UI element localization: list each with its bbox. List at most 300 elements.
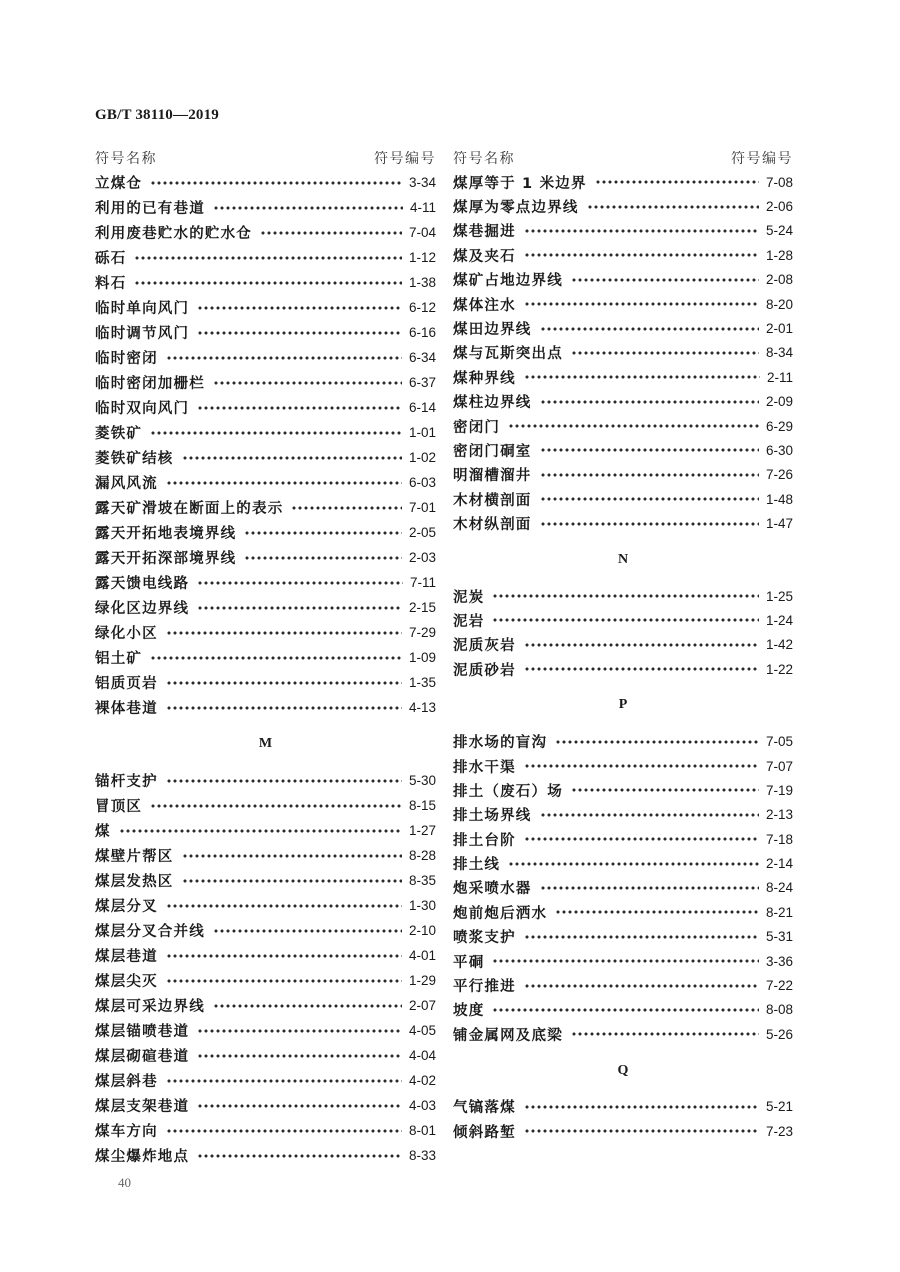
entry-code: 8-08 [765,1002,793,1018]
dot-leader [524,302,759,306]
dot-leader [571,278,759,282]
entry-name: 煤层巷道 [95,949,158,965]
dot-leader [540,473,759,477]
index-entry [453,219,793,243]
entry-code: 6-30 [765,442,793,458]
entry-name: 炮前炮后洒水 [453,905,548,922]
dot-leader [150,431,402,435]
entry-name: 泥炭 [453,589,485,606]
entry-name: 倾斜路堑 [453,1124,516,1141]
entry-name: 露天开拓地表境界线 [95,526,237,542]
entry-code: 1-02 [408,450,436,465]
entry-name: 煤层锚喷巷道 [95,1024,190,1040]
index-entry [453,194,793,218]
dot-leader [166,979,402,983]
index-entry [453,463,793,487]
entry-name: 排土线 [453,857,501,874]
index-entry [95,1143,436,1168]
index-entry [95,195,436,220]
index-entry [95,220,436,245]
index-entry [95,1043,436,1068]
dot-leader [213,381,402,385]
dot-leader [492,959,759,963]
dot-leader [524,229,759,233]
dot-leader [150,804,402,808]
dot-leader [197,306,402,310]
dot-leader [260,231,402,235]
dot-leader [197,1029,402,1033]
dot-leader [166,481,402,485]
entry-code: 4-05 [408,1023,436,1038]
dot-leader [571,351,759,355]
entry-code: 6-12 [408,300,436,315]
dot-leader [524,1129,759,1133]
index-entry [453,414,793,438]
dot-leader [213,206,403,210]
index-entry [453,998,793,1022]
entry-code: 1-27 [408,823,436,838]
entry-code: 6-34 [408,350,436,365]
index-entry [95,420,436,445]
index-entry [453,973,793,997]
index-entry [453,657,793,681]
entry-name: 砾石 [95,251,127,267]
column-header [453,146,793,170]
index-entry [453,803,793,827]
entry-name: 坡度 [453,1003,485,1020]
entry-code: 3-34 [408,175,436,190]
entry-code: 1-35 [408,675,436,690]
index-entry [453,1095,793,1119]
index-entry [453,876,793,900]
entry-name: 利用的已有巷道 [95,201,205,217]
entry-code: 2-11 [766,369,793,385]
entry-name: 泥岩 [453,613,485,630]
dot-leader [540,522,759,526]
entry-name: 临时密闭 [95,351,158,367]
index-entry [453,729,793,753]
standard-number: GB/T 38110—2019 [95,107,219,123]
index-entry [95,245,436,270]
entry-name: 煤层砌碹巷道 [95,1049,190,1065]
dot-leader [524,837,759,841]
section-letter-heading: Q [617,1062,629,1078]
dot-leader [166,631,402,635]
dot-leader [540,327,759,331]
entry-code: 2-06 [765,199,793,215]
column-header-name: 符号名称 [95,151,157,167]
entry-code: 2-05 [408,525,436,540]
index-entry [95,520,436,545]
entry-name: 煤厚为零点边界线 [453,200,579,217]
index-entry [95,768,436,793]
entry-code: 7-18 [765,831,793,847]
entry-name: 喷浆支护 [453,930,516,947]
entry-name: 煤壁片帮区 [95,849,174,865]
index-entry [453,608,793,632]
entry-code: 1-24 [765,612,793,628]
entry-code: 1-29 [408,973,436,988]
entry-code: 1-28 [765,247,793,263]
entry-code: 6-14 [408,400,436,415]
entry-code: 4-11 [409,200,436,215]
index-entry [453,292,793,316]
index-entry [95,695,436,720]
dot-leader [540,497,759,501]
entry-code: 7-23 [765,1123,793,1139]
entry-code: 7-11 [409,575,436,590]
entry-name: 煤与瓦斯突出点 [453,346,563,363]
index-section [453,681,793,1046]
dot-leader [244,556,402,560]
dot-leader [492,594,759,598]
entry-code: 3-36 [765,953,793,969]
entry-name: 排水干渠 [453,759,516,776]
entry-name: 排土（废石）场 [453,783,563,800]
index-column-right [453,146,793,1143]
index-entry [95,570,436,595]
entry-name: 煤层斜巷 [95,1074,158,1090]
entry-code: 6-29 [765,418,793,434]
entry-name: 绿化小区 [95,626,158,642]
entry-code: 7-19 [765,782,793,798]
dot-leader [134,256,402,260]
entry-code: 8-35 [408,873,436,888]
entry-code: 1-22 [765,661,793,677]
entry-code: 4-02 [408,1073,436,1088]
dot-leader [508,424,759,428]
index-entry [95,545,436,570]
entry-name: 铺金属网及底梁 [453,1027,563,1044]
index-entry [95,395,436,420]
entry-code: 6-37 [408,375,436,390]
index-section [453,536,793,682]
section-letter-heading: M [258,736,273,751]
entry-name: 煤层分叉 [95,899,158,915]
entry-code: 1-09 [408,650,436,665]
dot-leader [524,667,759,671]
entry-code: 2-01 [765,321,793,337]
dot-leader [150,656,402,660]
dot-leader [524,935,759,939]
dot-leader [540,448,759,452]
entry-name: 煤矿占地边界线 [453,273,563,290]
dot-leader [119,829,402,833]
index-column-left [95,146,436,1168]
entry-name: 明溜槽溜井 [453,468,532,485]
dot-leader [291,506,402,510]
entry-code: 8-01 [408,1123,436,1138]
index-entry [95,993,436,1018]
dot-leader [571,1032,759,1036]
dot-leader [540,400,759,404]
dot-leader [492,618,759,622]
entry-name: 利用废巷贮水的贮水仓 [95,226,252,242]
entry-name: 煤层发热区 [95,874,174,890]
dot-leader [213,929,402,933]
index-entry [453,511,793,535]
entry-name: 临时双向风门 [95,401,190,417]
index-section [453,170,793,536]
dot-leader [492,1008,759,1012]
entry-code: 1-47 [765,516,793,532]
index-entry [95,270,436,295]
entry-name: 临时密闭加栅栏 [95,376,205,392]
entry-code: 7-22 [765,978,793,994]
column-header-name: 符号名称 [453,151,515,167]
entry-code: 1-25 [765,588,793,604]
index-entry [453,754,793,778]
entry-code: 7-29 [408,625,436,640]
entry-name: 煤层尖灭 [95,974,158,990]
index-entry [453,487,793,511]
entry-code: 8-24 [765,880,793,896]
entry-name: 煤田边界线 [453,322,532,339]
index-entry [95,445,436,470]
entry-name: 菱铁矿 [95,426,143,442]
dot-leader [197,606,402,610]
entry-name: 排水场的盲沟 [453,735,548,752]
dot-leader [150,181,402,185]
entry-code: 1-42 [765,637,793,653]
dot-leader [524,764,759,768]
index-entry [453,1119,793,1143]
entry-name: 立煤仓 [95,176,143,192]
entry-code: 1-48 [765,491,793,507]
entry-code: 7-07 [765,758,793,774]
entry-name: 煤厚等于 1 米边界 [453,175,587,192]
column-header-code: 符号编号 [731,151,793,167]
entry-name: 临时调节风门 [95,326,190,342]
entry-name: 泥质砂岩 [453,662,516,679]
dot-leader [555,740,759,744]
entry-code: 2-13 [765,807,793,823]
index-entry [453,778,793,802]
entry-code: 2-08 [765,272,793,288]
entry-name: 煤及夹石 [453,248,516,265]
index-entry [453,170,793,194]
dot-leader [134,281,402,285]
entry-name: 铝土矿 [95,651,143,667]
index-entry [453,900,793,924]
index-entry [95,495,436,520]
entry-code: 7-01 [408,500,436,515]
index-entry [453,1022,793,1046]
index-entry [95,868,436,893]
entry-code: 8-34 [765,345,793,361]
entry-code: 2-09 [765,394,793,410]
dot-leader [524,375,760,379]
entry-code: 5-26 [765,1026,793,1042]
dot-leader [524,643,759,647]
entry-code: 5-30 [408,773,436,788]
dot-leader [182,456,402,460]
entry-name: 煤 [95,824,111,840]
dot-leader [182,854,402,858]
entry-code: 2-14 [765,856,793,872]
entry-code: 1-01 [408,425,436,440]
entry-name: 煤尘爆炸地点 [95,1149,190,1165]
dot-leader [524,1105,759,1109]
dot-leader [587,205,759,209]
entry-name: 平行推进 [453,979,516,996]
entry-code: 5-31 [765,929,793,945]
index-entry [95,843,436,868]
index-entry [95,1118,436,1143]
dot-leader [197,406,402,410]
index-entry [95,893,436,918]
dot-leader [197,581,403,585]
entry-code: 4-13 [408,700,436,715]
index-entry [453,316,793,340]
entry-name: 密闭门硐室 [453,443,532,460]
index-entry [95,170,436,195]
entry-name: 泥质灰岩 [453,638,516,655]
entry-code: 8-20 [765,296,793,312]
entry-name: 煤种界线 [453,370,516,387]
dot-leader [524,253,759,257]
index-entry [95,670,436,695]
index-entry [95,1018,436,1043]
entry-name: 铝质页岩 [95,676,158,692]
index-entry [95,295,436,320]
entry-name: 菱铁矿结核 [95,451,174,467]
index-entry [95,320,436,345]
entry-name: 排土台阶 [453,832,516,849]
section-letter-heading: N [617,551,629,567]
dot-leader [524,984,759,988]
dot-leader [166,779,402,783]
dot-leader [197,331,402,335]
entry-code: 4-01 [408,948,436,963]
entry-code: 4-04 [408,1048,436,1063]
entry-name: 煤柱边界线 [453,395,532,412]
index-entry [95,620,436,645]
dot-leader [197,1154,402,1158]
index-entry [453,949,793,973]
index-entry [453,827,793,851]
entry-name: 料石 [95,276,127,292]
entry-code: 5-24 [765,223,793,239]
entry-code: 1-30 [408,898,436,913]
index-entry [453,438,793,462]
dot-leader [166,1079,402,1083]
entry-code: 7-26 [765,467,793,483]
entry-code: 2-10 [408,923,436,938]
dot-leader [555,910,759,914]
section-letter-heading: P [618,697,628,713]
entry-name: 露天矿滑坡在断面上的表示 [95,501,284,517]
index-entry [453,851,793,875]
entry-code: 8-33 [408,1148,436,1163]
entry-code: 6-03 [408,475,436,490]
entry-name: 煤巷掘进 [453,224,516,241]
dot-leader [182,879,402,883]
entry-name: 裸体巷道 [95,701,158,717]
entry-name: 煤体注水 [453,297,516,314]
entry-name: 排土场界线 [453,808,532,825]
index-entry [453,365,793,389]
index-entry [95,1093,436,1118]
entry-name: 煤层可采边界线 [95,999,205,1015]
dot-leader [166,954,402,958]
entry-name: 露天开拓深部境界线 [95,551,237,567]
index-entry [453,341,793,365]
dot-leader [508,862,759,866]
entry-code: 7-04 [408,225,436,240]
entry-code: 1-38 [408,275,436,290]
dot-leader [540,886,759,890]
dot-leader [166,681,402,685]
entry-name: 绿化区边界线 [95,601,190,617]
entry-name: 临时单向风门 [95,301,190,317]
entry-name: 密闭门 [453,419,501,436]
index-entry [95,645,436,670]
entry-code: 7-05 [765,734,793,750]
entry-code: 6-16 [408,325,436,340]
entry-code: 1-12 [408,250,436,265]
index-entry [95,370,436,395]
dot-leader [197,1104,402,1108]
dot-leader [166,904,402,908]
index-section [453,1047,793,1144]
index-entry [95,595,436,620]
entry-name: 木材横剖面 [453,492,532,509]
index-entry [95,918,436,943]
dot-leader [244,531,402,535]
dot-leader [540,813,759,817]
entry-name: 漏风风流 [95,476,158,492]
entry-code: 2-03 [408,550,436,565]
page-number: 40 [118,1175,131,1190]
column-header-code: 符号编号 [374,151,436,167]
entry-code: 8-28 [408,848,436,863]
entry-name: 气镐落煤 [453,1100,516,1117]
dot-leader [166,1129,402,1133]
entry-name: 平硐 [453,954,485,971]
index-entry [95,470,436,495]
index-entry [453,268,793,292]
index-entry [453,584,793,608]
index-entry [453,633,793,657]
index-entry [95,818,436,843]
dot-leader [595,180,759,184]
entry-name: 露天馈电线路 [95,576,190,592]
index-entry [95,1068,436,1093]
entry-code: 8-15 [408,798,436,813]
dot-leader [213,1004,402,1008]
index-entry [453,390,793,414]
entry-code: 7-08 [765,174,793,190]
index-entry [95,793,436,818]
entry-name: 锚杆支护 [95,774,158,790]
dot-leader [197,1054,402,1058]
index-entry [95,943,436,968]
index-entry [453,243,793,267]
index-entry [453,925,793,949]
index-entry [95,968,436,993]
entry-name: 煤层分叉合并线 [95,924,205,940]
dot-leader [166,356,402,360]
entry-code: 5-21 [765,1099,793,1115]
entry-code: 8-21 [765,904,793,920]
entry-code: 4-03 [408,1098,436,1113]
entry-code: 2-15 [408,600,436,615]
dot-leader [166,706,402,710]
index-section [95,170,436,720]
entry-name: 冒顶区 [95,799,143,815]
dot-leader [571,788,759,792]
